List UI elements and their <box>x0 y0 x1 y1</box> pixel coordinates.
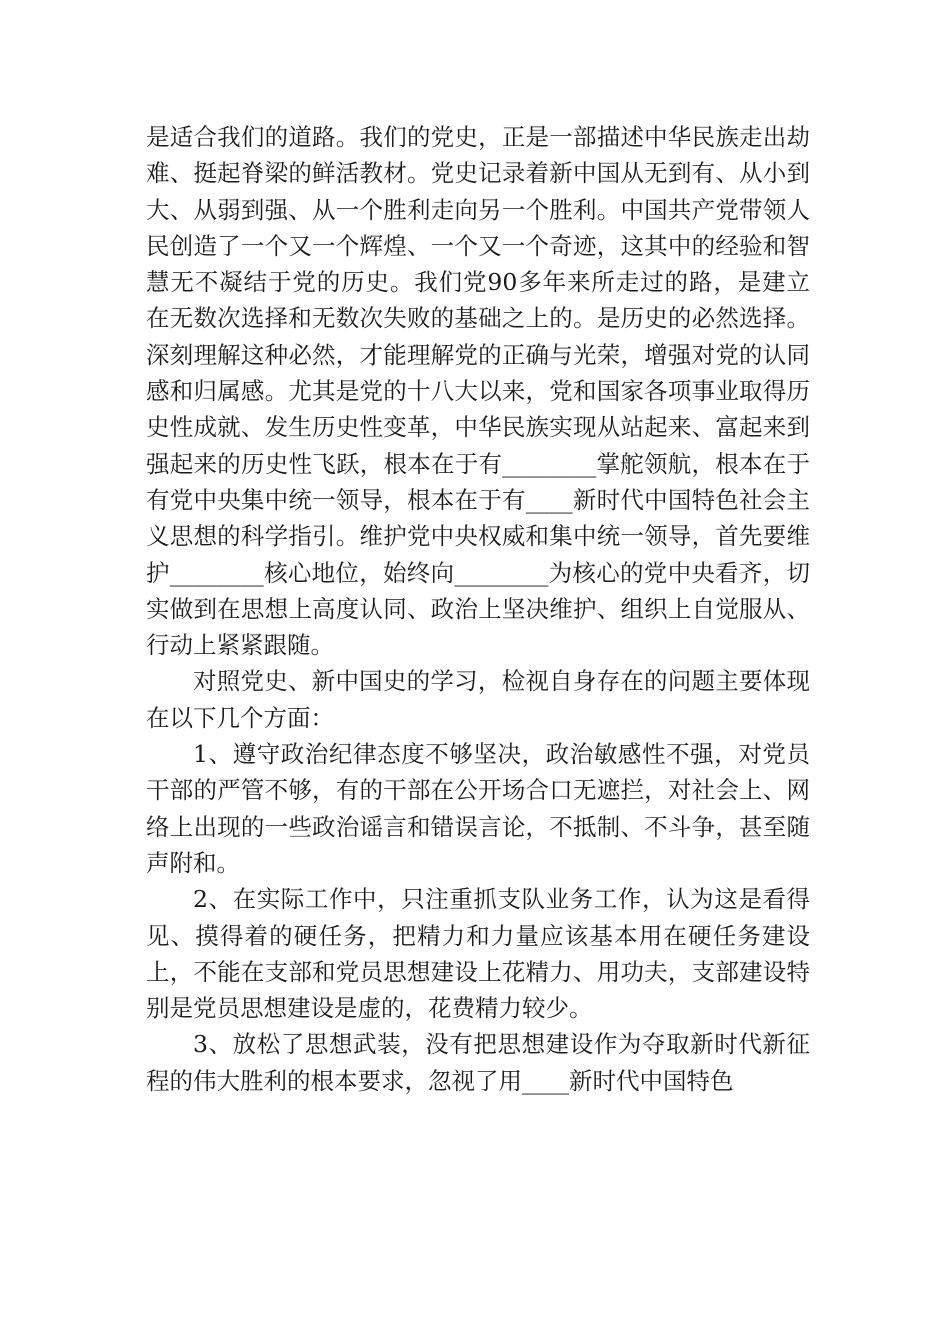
paragraph-self-examination-intro: 对照党史、新中国史的学习，检视自身存在的问题主要体现在以下几个方面： <box>146 667 810 732</box>
paragraph-party-history: 是适合我们的道路。我们的党史，正是一部描述中华民族走出劫难、挺起脊梁的鲜活教材。党史记录着新中国从无到有、从小到大、从弱到强、从一个胜利走向另一个胜利。中国共产党带领人民创造了一个又一个辉煌、一个又一个奇迹，这其中的经验和智慧无不凝结于党的历史。我们党90多年来所走过的路，是建立在无数次选择和无数次失败的基础之上的。是历史的必然选择。深刻理解这种必然，才能理解党的正确与光荣，增强对党的认同感和归属感。尤其是党的十八大以来，党和国家各项事业取得历史性成就、发生历史性变革，中华民族实现从站起来、富起来到强起来的历史性飞跃，根本在于有________掌舵领航，根本在于有党中央集中统一领导，根本在于有____新时代中国特色社会主义思想的科学指引。维护党中央权威和集中统一领导，首先要维护________核心地位，始终向________为核心的党中央看齐，切实做到在思想上高度认同、政治上坚决维护、组织上自觉服从、行动上紧紧跟随。 <box>146 123 810 660</box>
paragraph-issue-2: 2、在实际工作中，只注重抓支队业务工作，认为这是看得见、摸得着的硬任务，把精力和力量应该基本用在硬任务建设上，不能在支部和党员思想建设上花精力、用功夫，支部建设特别是党员思想建设是虚的，花费精力较少。 <box>146 885 810 1023</box>
paragraph-issue-3: 3、放松了思想武装，没有把思想建设作为夺取新时代新征程的伟大胜利的根本要求，忽视了用____新时代中国特色 <box>146 1030 810 1095</box>
document-body <box>146 119 810 1099</box>
paragraph-issue-1: 1、遵守政治纪律态度不够坚决，政治敏感性不强，对党员干部的严管不够，有的干部在公开场合口无遮拦，对社会上、网络上出现的一些政治谣言和错误言论，不抵制、不斗争，甚至随声附和。 <box>146 740 810 877</box>
